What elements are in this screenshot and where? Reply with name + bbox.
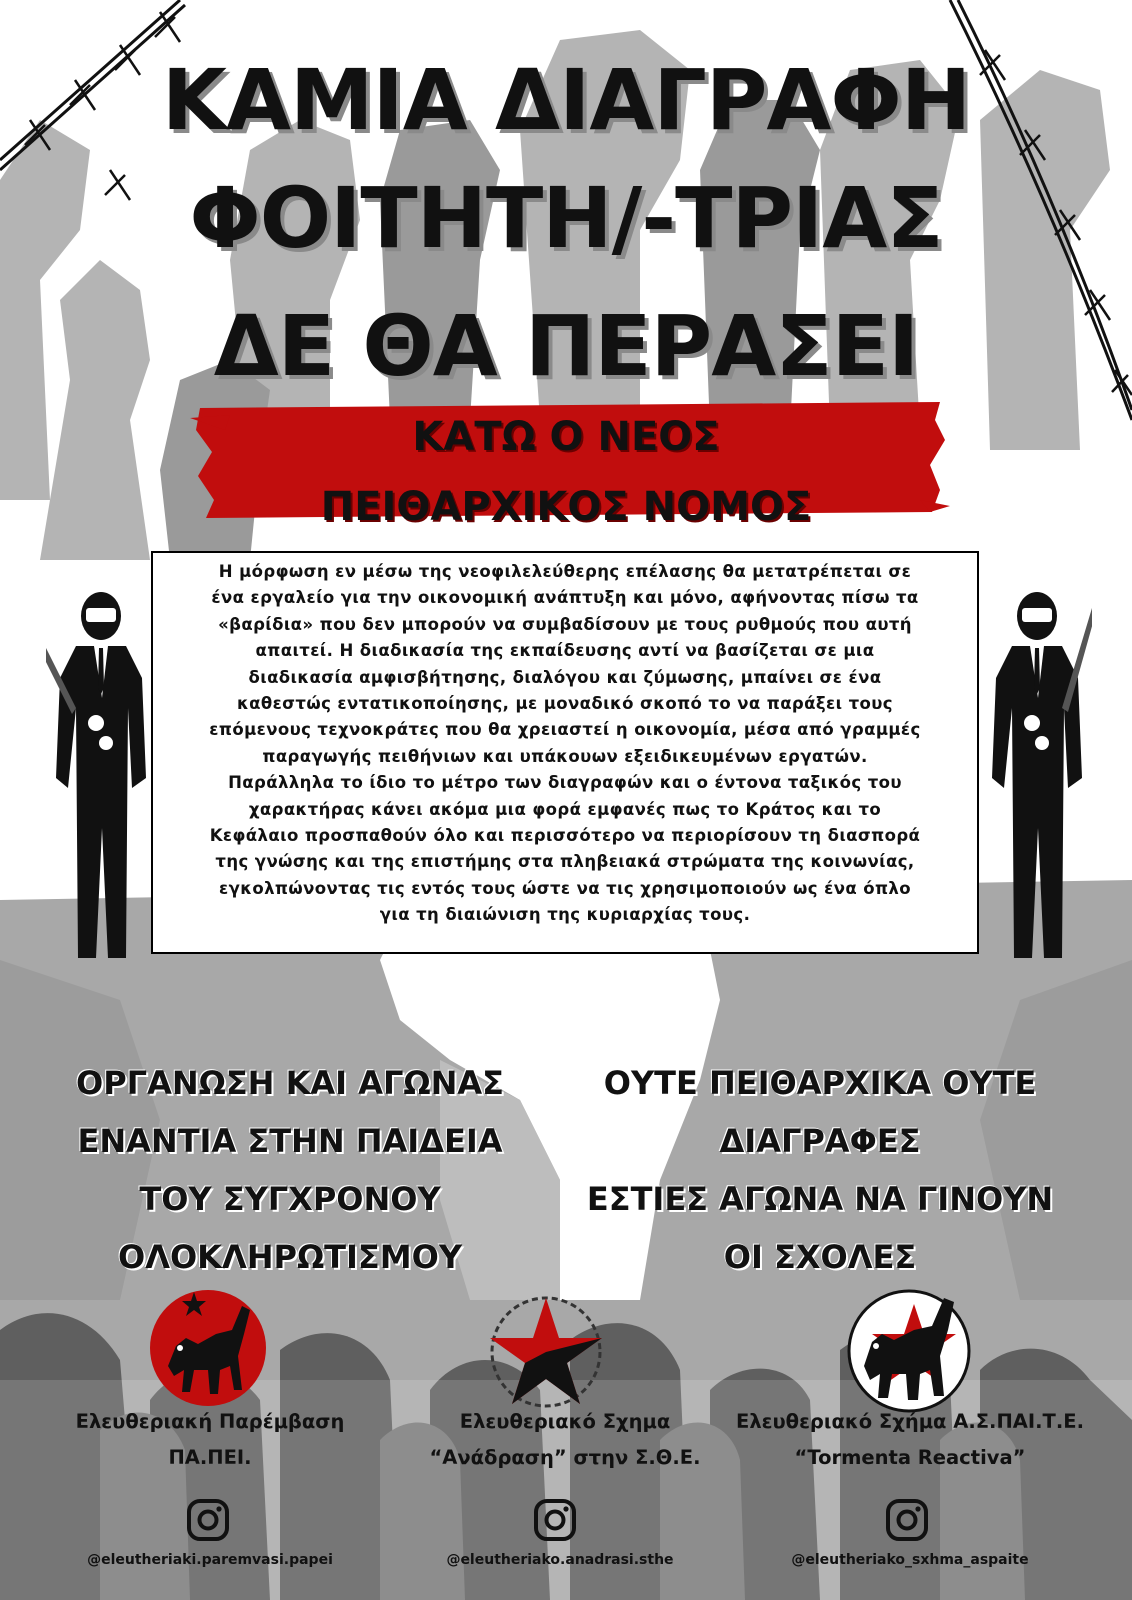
org-name-2 [390, 1404, 740, 1476]
manifesto-line: εγκολπώνοντας τις εντός τους ώστε να τις χρησιμοποιούν ως ένα όπλο [219, 878, 911, 898]
manifesto-line: παραγωγής πειθήνιων και υπάκουων εξειδικευμένων εργατών. [262, 746, 868, 766]
manifesto-line: χαρακτήρας κάνει ακόμα μια φορά εμφανές πως το Κράτος και το [248, 799, 882, 819]
banner-line-1: ΚΑΤΩ Ο ΝΕΟΣ [412, 414, 720, 460]
manifesto-line: «βαρίδια» που δεν μπορούν να συμβαδίσουν με τους ρυθμούς που αυτή [218, 614, 912, 634]
instagram-handle-1[interactable]: @eleutheriaki.paremvasi.papei [87, 1552, 333, 1568]
manifesto-line: Η μόρφωση εν μέσω της νεοφιλελεύθερης επέλασης θα μετατρέπεται σε [218, 562, 912, 581]
slogan-left-line: ΤΟΥ ΣΥΓΧΡΟΝΟΥ [139, 1180, 441, 1218]
slogan-right-line: ΔΙΑΓΡΑΦΕΣ [719, 1122, 921, 1160]
org-name-line: “Ανάδραση” στην Σ.Θ.Ε. [429, 1446, 701, 1469]
manifesto-line: Παράλληλα το ίδιο το μέτρο των διαγραφών και ο έντονα ταξικός του [228, 773, 902, 793]
org-name-line: ΠΑ.ΠΕΙ. [168, 1446, 252, 1469]
org-name-1 [30, 1404, 390, 1476]
slogan-left [40, 1054, 540, 1286]
org-name-line: Ελευθεριακό Σχημα [459, 1410, 671, 1433]
manifesto-line: ένα εργαλείο για την οικονομική ανάπτυξη και μόνο, αφήνοντας πίσω τα [211, 588, 919, 608]
manifesto-line: για τη διαιώνιση της κυριαρχίας τους. [379, 905, 751, 925]
slogan-right [560, 1054, 1080, 1286]
black-cat-star-circle-icon [844, 1286, 974, 1416]
manifesto-line: διαδικασία αμφισβήτησης, διαλόγου και ζύμωσης, μπαίνει σε ένα [248, 667, 882, 687]
instagram-handle-2[interactable]: @eleutheriako.anadrasi.sthe [446, 1552, 674, 1568]
manifesto-line: καθεστώς εντατικοποίησης, με μοναδικό σκοπό το να παράξει τους [237, 694, 893, 714]
org-name-line: “Tormenta Reactiva” [794, 1446, 1026, 1469]
instagram-icon[interactable] [186, 1498, 230, 1542]
instagram-icon[interactable] [533, 1498, 577, 1542]
slogan-right-line: ΟΥΤΕ ΠΕΙΘΑΡΧΙΚΑ ΟΥΤΕ [603, 1064, 1037, 1102]
black-cat-red-circle-icon [146, 1286, 270, 1410]
manifesto-text-box [151, 551, 979, 954]
slogan-right-line: ΟΙ ΣΧΟΛΕΣ [723, 1238, 917, 1276]
banner-line-2: ΠΕΙΘΑΡΧΙΚΟΣ ΝΟΜΟΣ [320, 484, 812, 530]
suited-figure-left-icon [46, 588, 156, 958]
headline-line-1: ΚΑΜΙΑ ΔΙΑΓΡΑΦΗ [161, 51, 971, 149]
org-name-line: Ελευθεριακή Παρέμβαση [75, 1410, 345, 1433]
slogan-left-line: ΕΝΑΝΤΙΑ ΣΤΗΝ ΠΑΙΔΕΙΑ [77, 1122, 503, 1160]
manifesto-line: επόμενους τεχνοκράτες που θα χρειαστεί η οικονομία, μέσα από γραμμές [209, 720, 921, 740]
slogan-left-line: ΟΡΓΑΝΩΣΗ ΚΑΙ ΑΓΩΝΑΣ [76, 1064, 504, 1102]
manifesto-line: της γνώσης και της επιστήμης στα πληβειακά στρώματα της κοινωνίας, [215, 852, 915, 872]
org-name-line: Ελευθεριακό Σχήμα Α.Σ.ΠΑΙ.Τ.Ε. [736, 1410, 1084, 1433]
org-name-3 [700, 1404, 1120, 1476]
red-black-star-barbed-wire-icon [484, 1290, 608, 1414]
slogan-right-line: ΕΣΤΙΕΣ ΑΓΩΝΑ ΝΑ ΓΙΝΟΥΝ [586, 1180, 1054, 1218]
manifesto-line: απαιτεί. Η διαδικασία της εκπαίδευσης αντί να βασίζεται σε μια [255, 641, 875, 661]
instagram-icon[interactable] [885, 1498, 929, 1542]
slogan-left-line: ΟΛΟΚΛΗΡΩΤΙΣΜΟΥ [118, 1238, 462, 1276]
suited-figure-right-icon [982, 588, 1092, 958]
headline-line-2: ΦΟΙΤΗΤΗ/-ΤΡΙΑΣ [189, 169, 943, 267]
instagram-handle-3[interactable]: @eleutheriako_sxhma_aspaite [791, 1552, 1029, 1568]
headline-line-3: ΔΕ ΘΑ ΠΕΡΑΣΕΙ [213, 297, 919, 395]
manifesto-line: Κεφάλαιο προσπαθούν όλο και περισσότερο να περιορίσουν τη διασπορά [209, 826, 921, 846]
